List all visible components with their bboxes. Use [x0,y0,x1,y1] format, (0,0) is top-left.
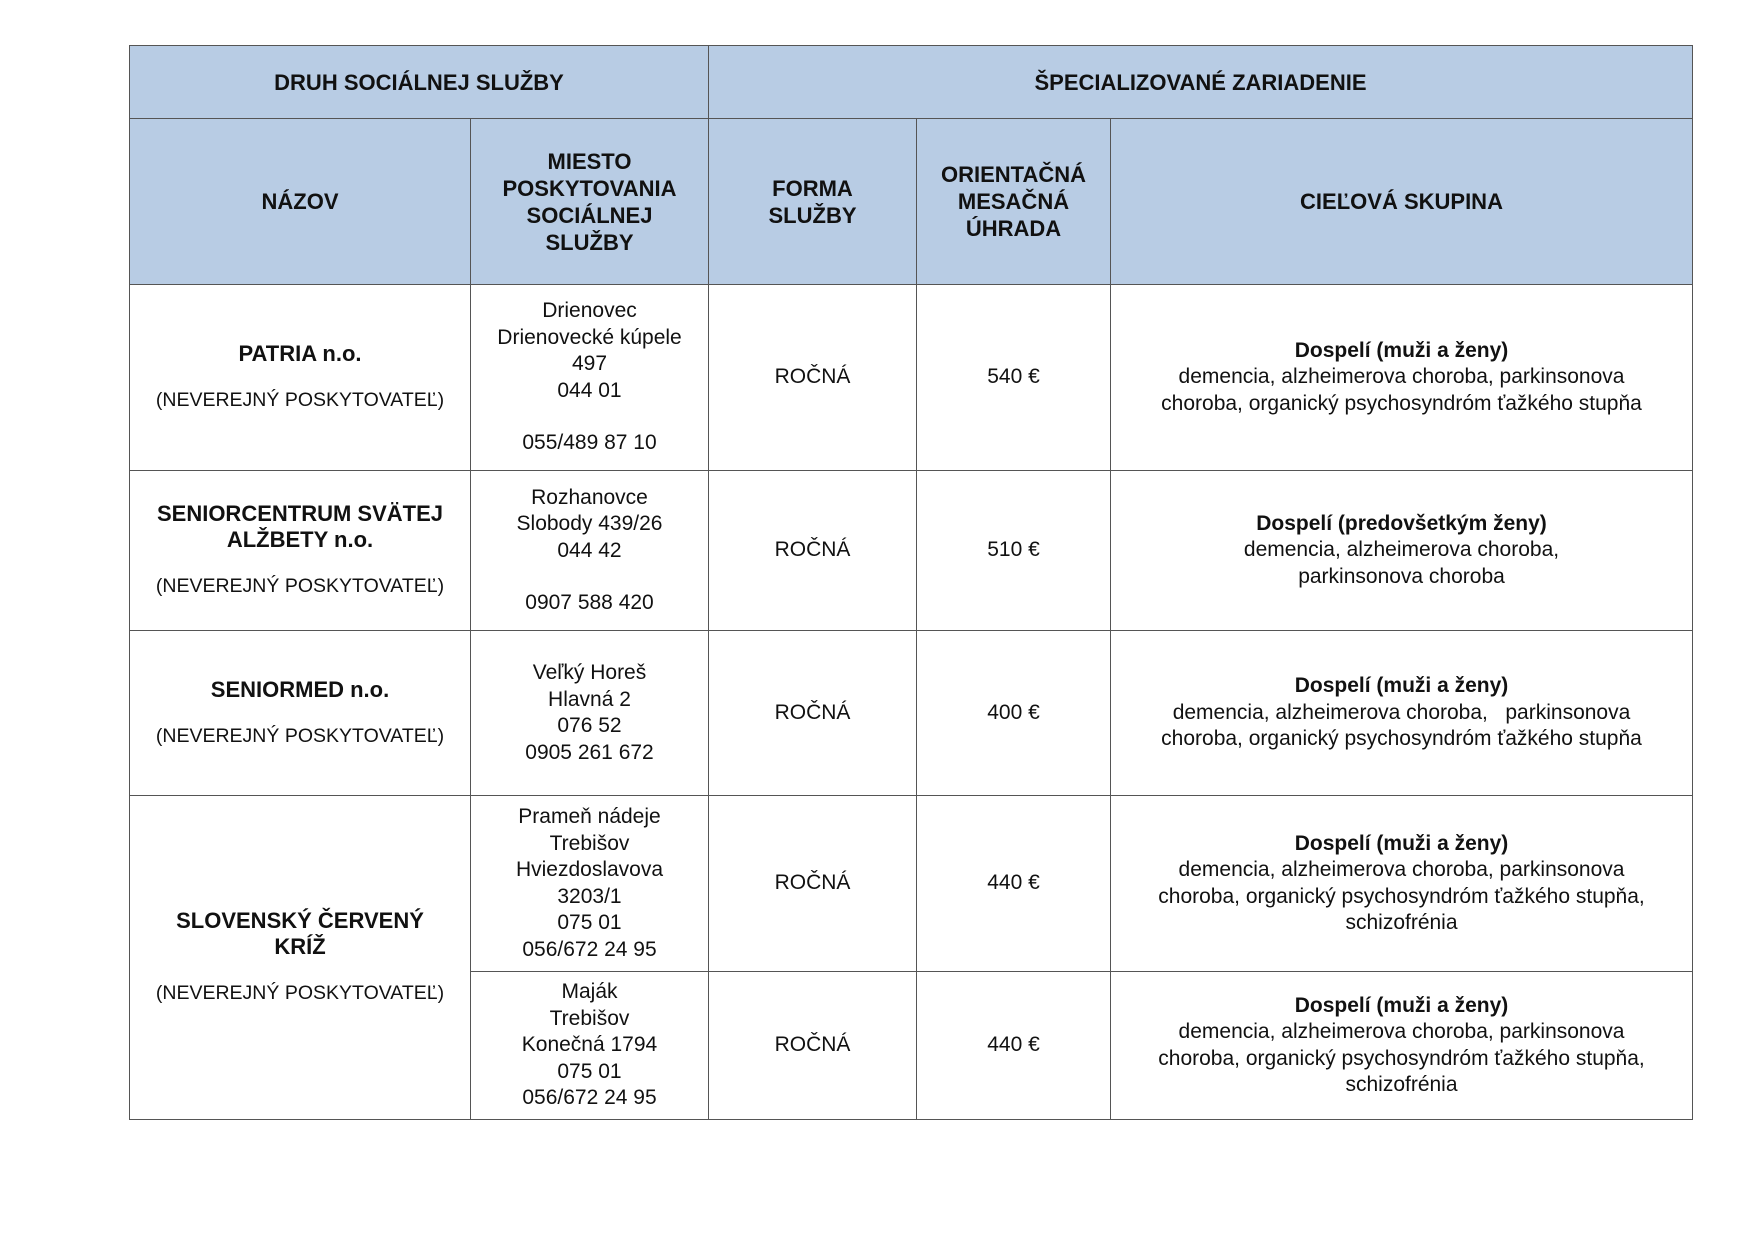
kind-of-service-header: DRUH SOCIÁLNEJ SLUŽBY [130,46,709,119]
column-name-header: NÁZOV [130,119,471,285]
table-row [130,471,1693,631]
table-row [130,631,1693,796]
target-cell: Dospelí (muži a ženy) demencia, alzheimerova choroba, parkinsonova choroba, organický psychosyndróm ťažkého stupňa, schizofrénia [1111,972,1693,1120]
address-cell: Rozhanovce Slobody 439/26 044 42 0907 588 420 [471,471,709,631]
column-fee-header: ORIENTAČNÁ MESAČNÁ ÚHRADA [917,119,1111,285]
target-group: Dospelí (muži a ženy) [1294,338,1509,362]
social-services-table [129,45,1693,1120]
target-cell: Dospelí (muži a ženy) demencia, alzheimerova choroba, parkinsonova choroba, organický psychosyndróm ťažkého stupňa [1111,631,1693,796]
provider-type: (NEVEREJNÝ POSKYTOVATEĽ) [155,575,445,598]
provider-cell [130,631,471,796]
provider-type: (NEVEREJNÝ POSKYTOVATEĽ) [155,982,445,1005]
address-cell: Prameň nádeje Trebišov Hviezdoslavova 3203/1 075 01 056/672 24 95 [471,796,709,972]
target-group: Dospelí (predovšetkým ženy) [1256,511,1547,535]
header-row-top [130,46,1693,119]
target-group: Dospelí (muži a ženy) [1294,993,1509,1017]
phone: 0907 588 420 [525,591,654,614]
form-cell: ROČNÁ [709,796,917,972]
target-cell: Dospelí (muži a ženy) demencia, alzheimerova choroba, parkinsonova choroba, organický psychosyndróm ťažkého stupňa, schizofrénia [1111,796,1693,972]
address-cell: Drienovec Drienovecké kúpele 497 044 01 055/489 87 10 [471,285,709,471]
column-place-header: MIESTO POSKYTOVANIA SOCIÁLNEJ SLUŽBY [471,119,709,285]
provider-name: SENIORCENTRUM SVÄTEJ ALŽBETY n.o. [156,501,444,553]
specialized-facility-header: ŠPECIALIZOVANÉ ZARIADENIE [709,46,1693,119]
target-cell: Dospelí (predovšetkým ženy) demencia, alzheimerova choroba, parkinsonova choroba [1111,471,1693,631]
fee-cell: 440 € [917,972,1111,1120]
provider-type: (NEVEREJNÝ POSKYTOVATEĽ) [155,724,445,747]
column-target-header: CIEĽOVÁ SKUPINA [1111,119,1693,285]
fee-cell: 540 € [917,285,1111,471]
form-cell: ROČNÁ [709,471,917,631]
header-row-columns [130,119,1693,285]
provider-name: SENIORMED n.o. [210,676,390,702]
target-group: Dospelí (muži a ženy) [1294,831,1509,855]
fee-cell: 510 € [917,471,1111,631]
address-cell: Veľký Horeš Hlavná 2 076 52 0905 261 672 [471,631,709,796]
provider-cell [130,471,471,631]
provider-name: PATRIA n.o. [238,341,362,367]
provider-name: SLOVENSKÝ ČERVENÝ KRÍŽ [176,908,424,960]
form-cell: ROČNÁ [709,285,917,471]
table-row [130,285,1693,471]
column-form-header: FORMA SLUŽBY [709,119,917,285]
fee-cell: 400 € [917,631,1111,796]
fee-cell: 440 € [917,796,1111,972]
address-cell: Maják Trebišov Konečná 1794 075 01 056/672 24 95 [471,972,709,1120]
target-group: Dospelí (muži a ženy) [1294,674,1509,698]
provider-type: (NEVEREJNÝ POSKYTOVATEĽ) [155,389,445,412]
provider-cell [130,796,471,1120]
form-cell: ROČNÁ [709,972,917,1120]
phone: 055/489 87 10 [522,431,657,455]
target-cell: Dospelí (muži a ženy) demencia, alzheimerova choroba, parkinsonova choroba, organický psychosyndróm ťažkého stupňa [1111,285,1693,471]
provider-cell [130,285,471,471]
table-row [130,796,1693,972]
form-cell: ROČNÁ [709,631,917,796]
